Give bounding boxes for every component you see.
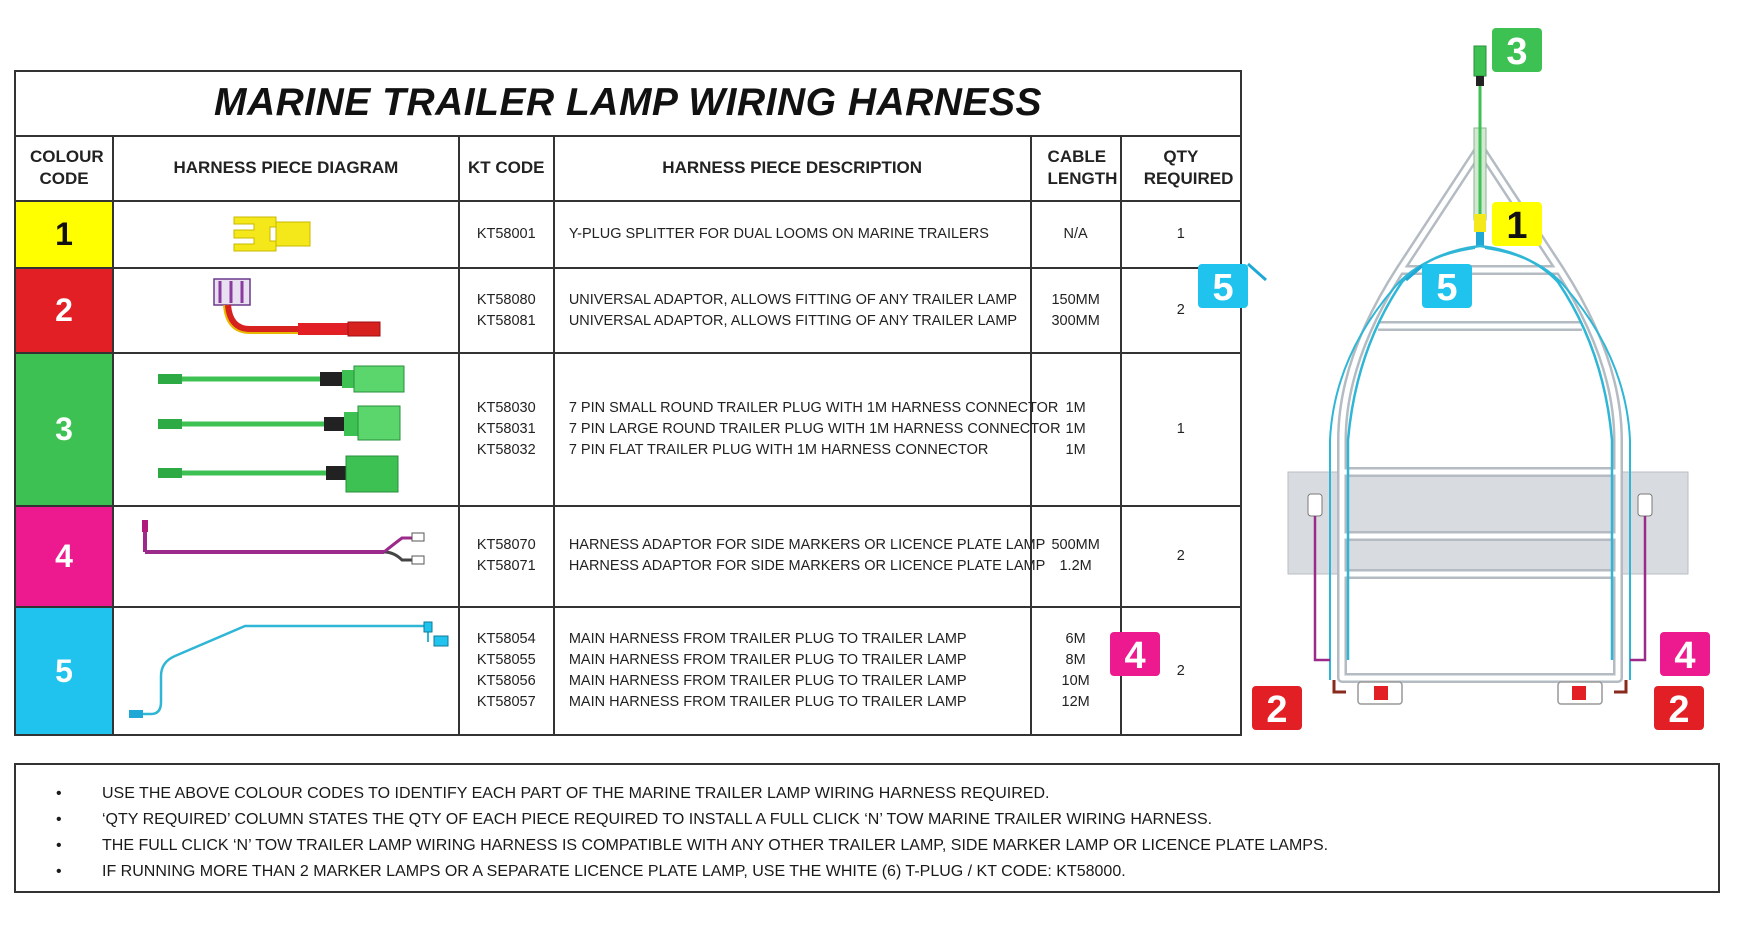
bullet: •	[56, 837, 62, 854]
kt-code-cell: KT58001	[459, 201, 554, 268]
cable-length-cell: 500MM 1.2M	[1031, 506, 1121, 608]
svg-text:4: 4	[1124, 635, 1146, 677]
colour-code-cell: 4	[15, 506, 113, 608]
colour-code-cell: 1	[15, 201, 113, 268]
table-row	[15, 268, 1241, 353]
svg-text:3: 3	[1506, 31, 1528, 73]
qty-cell: 1	[1121, 353, 1241, 505]
note-item: • THE FULL CLICK ‘N’ TOW TRAILER LAMP WIRING HARNESS IS COMPATIBLE WITH ANY OTHER TRAILER LAMP, SIDE MARKER LAMP OR LICENCE PLATE LAMPS.	[56, 833, 1718, 859]
badge-4-left-icon	[1110, 632, 1160, 677]
svg-text:5: 5	[1436, 267, 1458, 309]
description-cell: UNIVERSAL ADAPTOR, ALLOWS FITTING OF ANY TRAILER LAMP UNIVERSAL ADAPTOR, ALLOWS FITTING OF ANY TRAILER LAMP	[554, 268, 1031, 353]
bullet: •	[56, 811, 62, 828]
badge-5-left-icon	[1198, 264, 1248, 309]
note-item: • IF RUNNING MORE THAN 2 MARKER LAMPS OR A SEPARATE LICENCE PLATE LAMP, USE THE WHITE (6) T-PLUG / KT CODE: KT58000.	[56, 859, 1718, 885]
note-item: • ‘QTY REQUIRED’ COLUMN STATES THE QTY OF EACH PIECE REQUIRED TO INSTALL A FULL CLICK ‘N’ TOW MARINE TRAILER WIRING HARNESS.	[56, 807, 1718, 833]
bullet: •	[56, 785, 62, 802]
qty-cell: 2	[1121, 268, 1241, 353]
header-diagram: HARNESS PIECE DIAGRAM	[113, 136, 459, 201]
svg-text:2: 2	[1668, 689, 1690, 731]
description-cell: MAIN HARNESS FROM TRAILER PLUG TO TRAILER LAMP MAIN HARNESS FROM TRAILER PLUG TO TRAILER LAMP MAIN HARNESS FROM TRAILER PLUG TO TRAILER LAMP MAIN HARNESS FROM TRAILER PLUG TO TRAILER LAMP	[554, 607, 1031, 735]
table-row	[15, 353, 1241, 505]
header-colour-code: COLOUR CODE	[15, 136, 113, 201]
y-plug-splitter-icon	[113, 201, 459, 268]
header-cable-length: CABLE LENGTH	[1031, 136, 1121, 201]
svg-text:2: 2	[1266, 689, 1288, 731]
badge-1-icon	[1492, 202, 1542, 247]
cable-length-cell: 6M 8M 10M 12M	[1031, 607, 1121, 735]
description-cell: 7 PIN SMALL ROUND TRAILER PLUG WITH 1M HARNESS CONNECTOR 7 PIN LARGE ROUND TRAILER PLUG WITH 1M HARNESS CONNECTOR 7 PIN FLAT TRAILER PLUG WITH 1M HARNESS CONNECTOR	[554, 353, 1031, 505]
kt-code-cell: KT58030 KT58031 KT58032	[459, 353, 554, 505]
badge-3-icon	[1492, 28, 1542, 73]
table-title: MARINE TRAILER LAMP WIRING HARNESS	[15, 71, 1241, 136]
colour-code-cell: 2	[15, 268, 113, 353]
notes-box	[14, 763, 1720, 893]
svg-text:4: 4	[1674, 635, 1696, 677]
harness-table	[14, 70, 1242, 736]
header-qty-required: QTY REQUIRED	[1121, 136, 1241, 201]
universal-adaptor-icon	[113, 268, 459, 353]
colour-code-cell: 5	[15, 607, 113, 735]
bullet: •	[56, 863, 62, 880]
description-cell: HARNESS ADAPTOR FOR SIDE MARKERS OR LICENCE PLATE LAMP HARNESS ADAPTOR FOR SIDE MARKERS OR LICENCE PLATE LAMP	[554, 506, 1031, 608]
cable-length-cell: N/A	[1031, 201, 1121, 268]
colour-code-cell: 3	[15, 353, 113, 505]
trailer-plug-icon	[113, 353, 459, 505]
qty-cell: 2	[1121, 607, 1241, 735]
main-harness-icon	[113, 607, 459, 735]
badge-2-right-icon	[1654, 686, 1704, 731]
cable-length-cell: 1M 1M 1M	[1031, 353, 1121, 505]
kt-code-cell: KT58054 KT58055 KT58056 KT58057	[459, 607, 554, 735]
kt-code-cell: KT58070 KT58071	[459, 506, 554, 608]
note-item: • USE THE ABOVE COLOUR CODES TO IDENTIFY EACH PART OF THE MARINE TRAILER LAMP WIRING HARNESS REQUIRED.	[56, 781, 1718, 807]
qty-cell: 2	[1121, 506, 1241, 608]
header-description: HARNESS PIECE DESCRIPTION	[554, 136, 1031, 201]
cable-length-cell: 150MM 300MM	[1031, 268, 1121, 353]
description-cell: Y-PLUG SPLITTER FOR DUAL LOOMS ON MARINE TRAILERS	[554, 201, 1031, 268]
badge-5-right-icon	[1422, 264, 1472, 309]
svg-text:5: 5	[1212, 267, 1234, 309]
table-row	[15, 201, 1241, 268]
qty-cell: 1	[1121, 201, 1241, 268]
badge-2-left-icon	[1252, 686, 1302, 731]
table-row	[15, 607, 1241, 735]
svg-text:1: 1	[1506, 205, 1528, 247]
kt-code-cell: KT58080 KT58081	[459, 268, 554, 353]
table-row	[15, 506, 1241, 608]
side-marker-adaptor-icon	[113, 506, 459, 608]
header-kt-code: KT CODE	[459, 136, 554, 201]
badge-4-right-icon	[1660, 632, 1710, 677]
